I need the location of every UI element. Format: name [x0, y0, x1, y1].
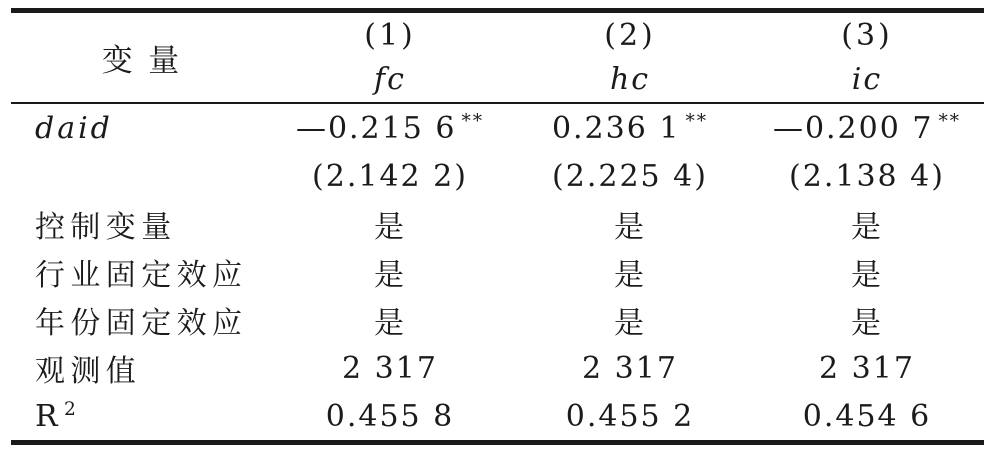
year-fe-cell-1: 是 — [374, 306, 406, 341]
row-label-r-squared — [11, 392, 270, 443]
coefficient-cell-3 — [750, 103, 984, 152]
header-model-3 — [750, 11, 984, 104]
model-3-dependent-variable: ic — [851, 62, 883, 97]
year-fe-cell-2: 是 — [614, 306, 646, 341]
control-variables-cell-1: 是 — [374, 210, 406, 245]
variable-column-title: 变量 — [101, 43, 195, 79]
year-fixed-effects-row — [11, 296, 984, 344]
model-2-dependent-variable: hc — [609, 62, 651, 97]
coefficient-value-1: —0.215 6 — [295, 110, 457, 146]
significance-stars-1: ** — [461, 110, 485, 132]
control-variables-row — [11, 200, 984, 248]
coefficient-cell-1 — [270, 103, 510, 152]
row-label-observations: 观测值 — [35, 354, 142, 389]
observations-row — [11, 344, 984, 392]
model-3-number: (3) — [841, 18, 893, 53]
model-1-dependent-variable: fc — [374, 62, 406, 97]
row-label-industry-fixed-effects: 行业固定效应 — [35, 258, 248, 293]
significance-stars-3: ** — [938, 110, 962, 132]
row-label-control-variables: 控制变量 — [35, 210, 177, 245]
coefficient-cell-2 — [510, 103, 750, 152]
industry-fe-cell-2: 是 — [614, 258, 646, 293]
tstat-row — [11, 152, 984, 200]
row-label-daid: daid — [35, 110, 113, 146]
industry-fixed-effects-row — [11, 248, 984, 296]
coefficient-row-daid — [11, 103, 984, 152]
header-row — [11, 11, 984, 104]
industry-fe-cell-3: 是 — [851, 258, 883, 293]
regression-results-table — [11, 8, 984, 445]
significance-stars-2: ** — [685, 110, 709, 132]
coefficient-value-3: —0.200 7 — [772, 110, 934, 146]
table-header — [11, 11, 984, 104]
regression-table-wrapper — [11, 8, 984, 445]
table-body — [11, 103, 984, 443]
control-variables-cell-2: 是 — [614, 210, 646, 245]
header-variable-cell — [11, 11, 270, 104]
r-squared-cell-2: 0.455 2 — [565, 398, 695, 434]
r-squared-exponent: 2 — [64, 398, 82, 420]
tstat-row-label-empty — [11, 152, 270, 200]
year-fe-cell-3: 是 — [851, 306, 883, 341]
r-squared-cell-3: 0.454 6 — [802, 398, 932, 434]
observations-cell-1: 2 317 — [342, 350, 438, 386]
industry-fe-cell-1: 是 — [374, 258, 406, 293]
tstat-cell-2: (2.225 4) — [552, 158, 708, 194]
model-2-number: (2) — [604, 18, 656, 53]
row-label-year-fixed-effects: 年份固定效应 — [35, 306, 248, 341]
r-squared-row — [11, 392, 984, 443]
header-model-1 — [270, 11, 510, 104]
control-variables-cell-3: 是 — [851, 210, 883, 245]
observations-cell-3: 2 317 — [819, 350, 915, 386]
header-model-2 — [510, 11, 750, 104]
tstat-cell-3: (2.138 4) — [789, 158, 945, 194]
r-squared-base: R — [35, 398, 63, 434]
observations-cell-2: 2 317 — [582, 350, 678, 386]
r-squared-cell-1: 0.455 8 — [325, 398, 455, 434]
coefficient-value-2: 0.236 1 — [551, 110, 681, 146]
model-1-number: (1) — [364, 18, 416, 53]
tstat-cell-1: (2.142 2) — [312, 158, 468, 194]
